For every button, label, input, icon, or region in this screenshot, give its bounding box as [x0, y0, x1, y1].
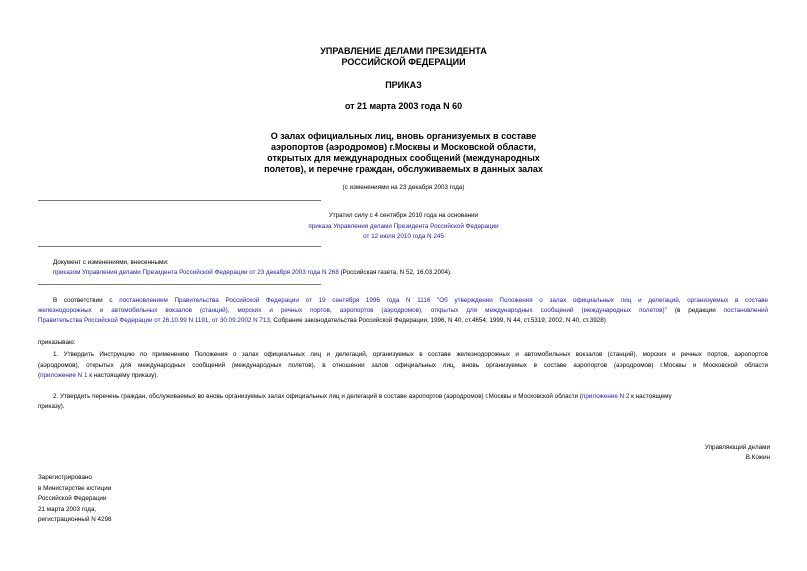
- item-1-text: к настоящему приказу).: [87, 372, 159, 379]
- document-title-line-1: О залах официальных лиц, вновь организуемых в составе: [270, 131, 537, 141]
- divider: [38, 284, 321, 285]
- appendix-2-link[interactable]: приложение N 2: [582, 393, 630, 400]
- signature-name: В.Кожин: [745, 454, 770, 461]
- amendment-order-link[interactable]: приказом Управления делами Президента Российской Федерации от 23 декабря 2003 года N 268: [53, 269, 339, 276]
- issuer-line-1: УПРАВЛЕНИЕ ДЕЛАМИ ПРЕЗИДЕНТА: [320, 46, 487, 56]
- preamble-line-1: [53, 296, 768, 307]
- document-type: ПРИКАЗ: [385, 80, 422, 90]
- registration-line-1: Зарегистрировано: [38, 474, 92, 481]
- expiry-order-link-date[interactable]: от 12 июля 2010 года N 245: [363, 233, 444, 240]
- item-1-line-3: [38, 371, 158, 382]
- item-2-text: 2. Утвердить перечень граждан, обслуживаемых во вновь организуемых залах официальных лиц и делегаций в составе аэропортов (аэродромов) г.Москвы и Московской области (: [53, 393, 583, 400]
- item-2-text: к настоящему: [629, 393, 672, 400]
- amendments-line: [53, 268, 452, 279]
- preamble-text: В соответствии с: [53, 297, 120, 304]
- preamble-line-3: [38, 316, 606, 327]
- preamble-line-2: [38, 306, 768, 317]
- expiry-order-link[interactable]: приказа Управления делами Президента Российской Федерации: [308, 223, 499, 230]
- decree-1191-link[interactable]: Правительства Российской Федерации от 26.10.99 N 1191: [38, 317, 209, 324]
- document-title-line-3: открытых для международных сообщений (международных: [267, 153, 540, 163]
- appendix-1-link[interactable]: приложение N 1: [40, 372, 88, 379]
- amendments-label: Документ с изменениями, внесенными:: [53, 259, 169, 266]
- registration-line-4: 21 марта 2003 года,: [38, 506, 97, 513]
- divider: [38, 200, 321, 201]
- document-title-line-2: аэропортов (аэродромов) г.Москвы и Московской области,: [270, 142, 537, 152]
- order-word: приказываю:: [38, 339, 76, 346]
- expiry-note: Утратил силу с 4 сентября 2010 года на основании: [328, 212, 479, 219]
- registration-line-5: регистрационный N 4298: [38, 516, 112, 523]
- item-2-line-1: [53, 392, 672, 403]
- registration-line-2: в Министерстве юстиции: [38, 485, 112, 492]
- document-date: от 21 марта 2003 года N 60: [344, 101, 463, 111]
- preamble-separator: ,: [208, 317, 212, 324]
- issuer-line-2: РОССИЙСКОЙ ФЕДЕРАЦИИ: [341, 57, 466, 67]
- amendment-source: (Российская газета, N 52, 16.03.2004).: [338, 269, 452, 276]
- signature-title: Управляющий делами: [704, 444, 770, 451]
- item-1-line-1: 1. Утвердить Инструкцию по применению Положения о залах официальных лиц и делегаций, организуемых в составе железнодорожных и автомобильных вокзалов (станций), морских и речных портов, аэропортов: [53, 351, 768, 358]
- changes-note: (с изменениями на 23 декабря 2003 года): [342, 184, 465, 191]
- item-1-line-2: (аэродромов), открытых для международных сообщений (международных полетов), в отношении залов официальных лиц, вновь организуемых в составе аэропортов (аэродромов) г.Москвы и Московской области: [38, 362, 768, 369]
- decrees-link[interactable]: постановлений: [723, 307, 768, 314]
- registration-line-3: Российской Федерации: [38, 495, 107, 502]
- item-1-text: (: [38, 372, 41, 379]
- item-2-line-2: приказу).: [38, 403, 65, 410]
- decree-713-link[interactable]: от 30.09.2002 N 713: [211, 317, 270, 324]
- preamble-sources: ; Собрание законодательства Российской Федерации, 1996, N 40, ст.4654; 1999, N 44, ст.5319; 2002, N 40, ст.3928): [269, 317, 606, 324]
- government-decree-link-cont[interactable]: железнодорожных и автомобильных вокзалов (станций), морских и речных портов, аэропортов (аэродромов), открытых для международных сообщений (международных полетов)": [38, 307, 667, 314]
- divider: [38, 246, 321, 247]
- document-title-line-4: полетов), и перечне граждан, обслуживаемых в данных залах: [264, 164, 543, 174]
- preamble-text: (в редакции: [666, 307, 724, 314]
- government-decree-link[interactable]: постановлением Правительства Российской Федерации от 19 сентября 1996 года N 1116 "Об утверждении Положения о залах официальных лиц и делегаций, организуемых в составе: [119, 297, 769, 304]
